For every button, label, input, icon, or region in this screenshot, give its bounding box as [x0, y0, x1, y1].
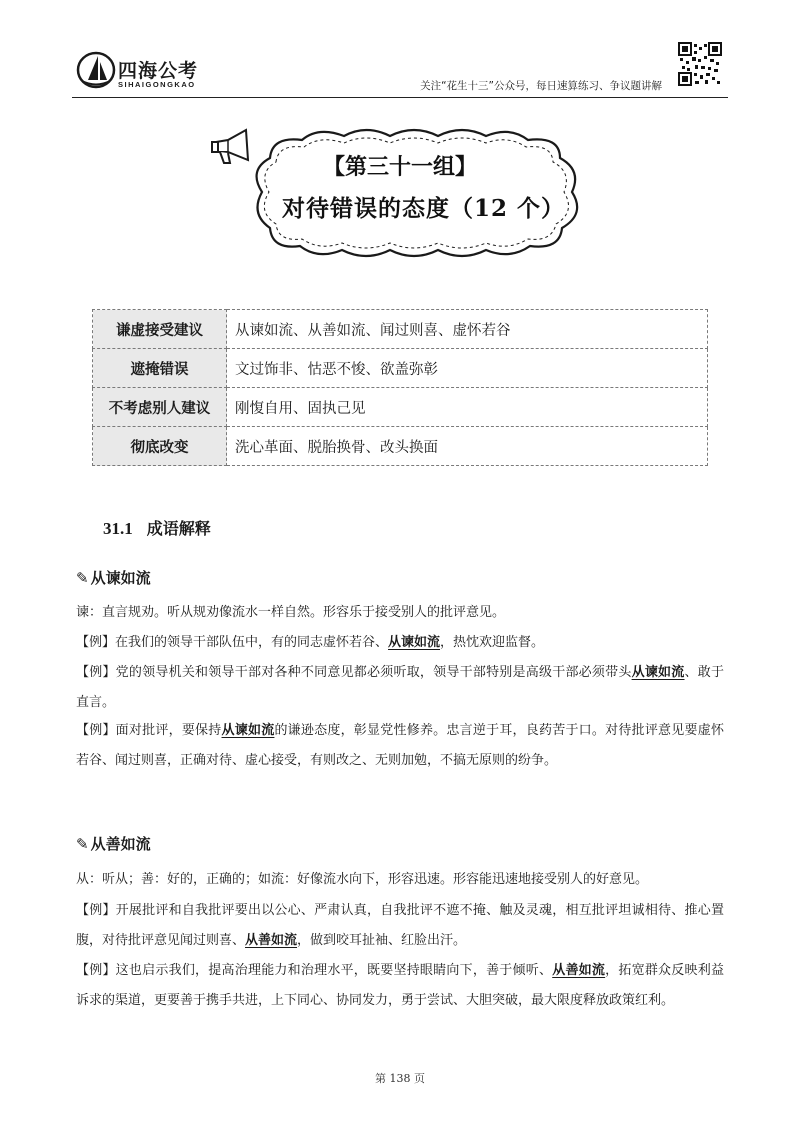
table-row [93, 310, 708, 349]
example-paragraph [76, 956, 724, 1016]
category-cell: 遮掩错误 [93, 349, 227, 388]
page-header [72, 42, 728, 96]
category-cell: 谦虚接受建议 [93, 310, 227, 349]
idioms-cell: 刚愎自用、固执己见 [227, 388, 708, 427]
example-paragraph [76, 896, 724, 956]
group-title-cloud [210, 128, 590, 260]
header-note: 关注“花生十三”公众号，每日速算练习、争议题讲解 [420, 80, 662, 92]
example-paragraph [76, 658, 724, 718]
idioms-cell: 文过饰非、怙恶不悛、欲盖弥彰 [227, 349, 708, 388]
table-row [93, 427, 708, 466]
example-text: 【例】在我们的领导干部队伍中，有的同志虚怀若谷、 [76, 635, 389, 650]
logo-text: 四海公考 [118, 60, 199, 82]
idiom-heading [76, 833, 151, 854]
group-title: 【第三十一组】 [322, 154, 477, 180]
example-highlight: 从谏如流 [221, 723, 275, 738]
idiom-heading [76, 567, 151, 588]
section-number: 31.1 [103, 519, 133, 538]
category-cell: 彻底改变 [93, 427, 227, 466]
category-cell: 不考虑别人建议 [93, 388, 227, 427]
logo-subtext: SIHAIGONGKAO [118, 80, 196, 89]
example-text: 【例】这也启示我们，提高治理能力和治理水平，既要坚持眼睛向下，善于倾听、 [76, 963, 553, 978]
example-text: 的谦逊态度，彰显党性修养。忠言逆于耳，良药苦于口。对待批评意见要虚怀若谷、闻过则喜，正确对待、虚心接受，有则改之、无则加勉，不搞无原则的纷争。 [76, 723, 724, 768]
example-text: 【例】党的领导机关和领导干部对各种不同意见都必须听取，领导干部特别是高级干部必须带头 [76, 665, 632, 680]
table-row [93, 349, 708, 388]
example-highlight: 从善如流 [245, 933, 298, 948]
pencil-icon: ✎ [76, 569, 89, 587]
logo-sail-icon [76, 50, 116, 90]
group-subtitle: 对待错误的态度（12 个） [282, 195, 566, 222]
section-heading [103, 516, 211, 539]
section-title: 成语解释 [146, 519, 211, 538]
example-highlight: 从谏如流 [388, 635, 441, 650]
example-highlight: 从谏如流 [631, 665, 685, 680]
example-highlight: 从善如流 [552, 963, 606, 978]
example-text: 【例】开展批评和自我批评要出以公心、严肃认真，自我批评不遮不掩、触及灵魂，相互批评坦诚相待、推心置腹，对待批评意见闻过则喜、 [76, 903, 724, 948]
table-row [93, 388, 708, 427]
header-divider [72, 97, 728, 98]
idioms-cell: 洗心革面、脱胎换骨、改头换面 [227, 427, 708, 466]
idiom-definition: 从：听从；善：好的，正确的；如流：好像流水向下，形容迅速。形容能迅速地接受别人的好意见。 [76, 872, 649, 887]
example-text: ，热忱欢迎监督。 [440, 635, 545, 650]
idiom-name: 从善如流 [90, 835, 151, 853]
qr-code-icon [678, 42, 722, 86]
idioms-cell: 从谏如流、从善如流、闻过则喜、虚怀若谷 [227, 310, 708, 349]
idiom-name: 从谏如流 [90, 569, 151, 587]
idiom-category-table [92, 309, 708, 466]
example-text: 【例】面对批评，要保持 [76, 723, 222, 738]
example-text: 、敢于直言。 [76, 665, 724, 710]
logo [72, 50, 272, 94]
example-paragraph [76, 628, 724, 658]
pencil-icon: ✎ [76, 835, 89, 853]
example-paragraph [76, 716, 724, 776]
page-number: 第 138 页 [375, 1072, 425, 1085]
idiom-definition: 谏：直言规劝。听从规劝像流水一样自然。形容乐于接受别人的批评意见。 [76, 605, 506, 620]
example-text: ，拓宽群众反映利益诉求的渠道，更要善于携手共进，上下同心、协同发力，勇于尝试、大胆突破，最大限度释放政策红利。 [76, 963, 724, 1008]
example-text: ，做到咬耳扯袖、红脸出汗。 [297, 933, 467, 948]
